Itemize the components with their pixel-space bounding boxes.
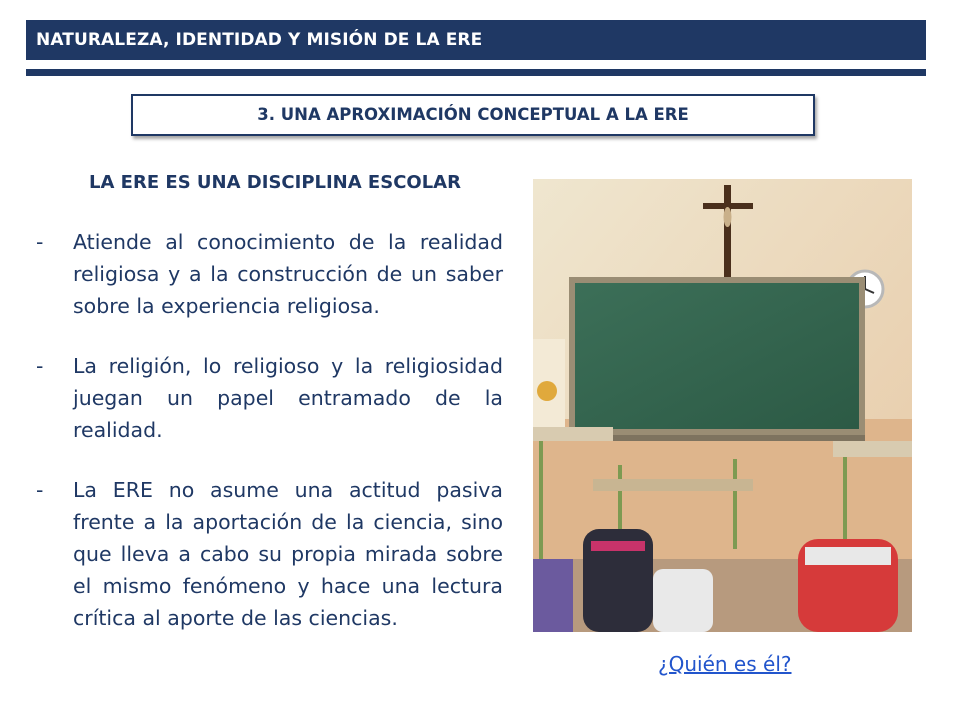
bullet-text: La ERE no asume una actitud pasiva frente a la aportación de la ciencia, sino que lleva a cabo su propia mirada sobre el mismo fenómeno y hace una lectura crítica al aporte de las ciencias.	[73, 478, 503, 630]
list-item	[36, 474, 503, 634]
list-item	[36, 350, 503, 446]
bullet-marker: -	[36, 354, 44, 378]
header-title: NATURALEZA, IDENTIDAD Y MISIÓN DE LA ERE	[36, 30, 483, 50]
bullet-text: La religión, lo religioso y la religiosidad juegan un papel entramado de la realidad.	[73, 354, 503, 442]
bullet-text: Atiende al conocimiento de la realidad religiosa y a la construcción de un saber sobre la experiencia religiosa.	[73, 230, 503, 318]
bullet-list	[36, 226, 503, 662]
list-item	[36, 226, 503, 322]
classroom-photo	[533, 179, 912, 632]
chalkboard	[575, 283, 859, 429]
header-bar	[26, 20, 926, 60]
bullet-marker: -	[36, 230, 44, 254]
header-divider	[26, 69, 926, 76]
bullet-marker: -	[36, 478, 44, 502]
section-title-box	[131, 94, 815, 136]
who-is-he-link[interactable]: ¿Quién es él?	[658, 652, 792, 676]
main-heading: LA ERE ES UNA DISCIPLINA ESCOLAR	[89, 172, 461, 193]
section-title: 3. UNA APROXIMACIÓN CONCEPTUAL A LA ERE	[257, 105, 689, 124]
